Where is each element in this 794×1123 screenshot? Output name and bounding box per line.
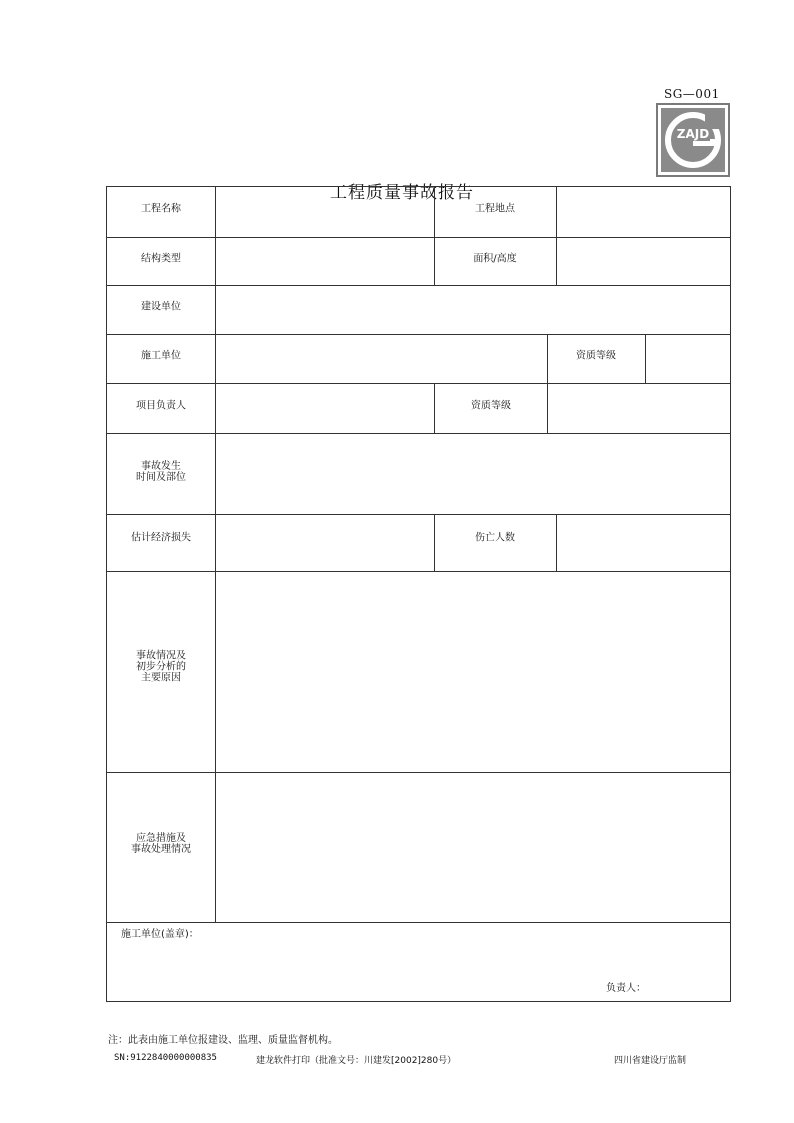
row-divider [107,514,730,515]
form-code: SG—001 [664,87,720,101]
row-divider [107,334,730,335]
label-project-name: 工程名称 [141,203,181,215]
label-construction-unit: 施工单位 [141,350,181,362]
serial-number: SN:9122840000000835 [114,1053,217,1063]
row-divider [107,772,730,773]
label-emergency-measures: 应急措施及 事故处理情况 [131,833,191,855]
issuer: 四川省建设厅监制 [614,1056,687,1066]
row-divider [107,922,730,923]
print-info: 建龙软件打印（批准文号：川建发[2002]280号） [256,1056,457,1066]
column-divider [556,514,557,571]
label-project-location: 工程地点 [475,203,515,215]
column-divider [547,383,548,433]
label-structure-type: 结构类型 [141,253,181,265]
label-project-manager: 项目负责人 [136,400,186,412]
row-divider [107,433,730,434]
column-divider [215,187,216,922]
column-divider [547,334,548,383]
row-divider [107,383,730,384]
column-divider [556,187,557,285]
column-divider [434,187,435,285]
label-area-height: 面积/高度 [473,253,517,265]
label-qualification-level: 资质等级 [471,400,511,412]
logo-text: ZAJD [676,127,710,141]
label-owner-unit: 建设单位 [141,301,181,313]
label-accident-time-place: 事故发生 时间及部位 [136,461,186,483]
label-accident-analysis: 事故情况及 初步分析的 主要原因 [136,650,186,684]
row-divider [107,571,730,572]
footer-note: 注：此表由施工单位报建设、监理、质量监督机构。 [108,1035,338,1046]
form-title: 工程质量事故报告 [330,183,474,203]
label-qualification-level: 资质等级 [576,350,616,362]
label-construction-stamp: 施工单位(盖章)： [121,929,199,940]
column-divider [434,383,435,433]
row-divider [107,285,730,286]
column-divider [645,334,646,383]
row-divider [107,237,730,238]
label-responsible-person: 负责人： [606,983,646,994]
form-table [106,186,731,1002]
label-estimated-loss: 估计经济损失 [131,532,191,544]
zajd-logo [656,103,730,177]
column-divider [434,514,435,571]
label-casualties: 伤亡人数 [475,532,515,544]
